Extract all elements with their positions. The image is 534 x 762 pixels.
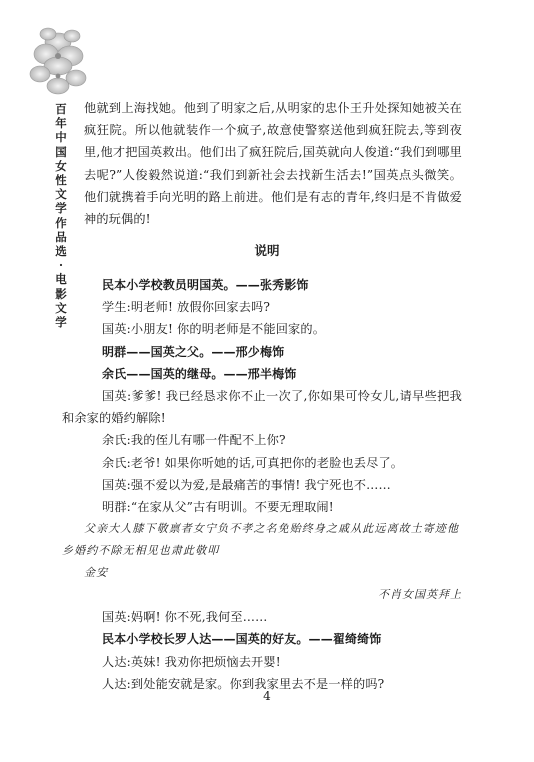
dialogue-line: 人达:到处能安就是家。你到我家里去不是一样的吗? (102, 676, 385, 691)
series-title-char: 性 (55, 173, 67, 188)
dialogue-line: 余氏:我的侄儿有哪一件配不上你? (102, 433, 286, 448)
series-title-char: 年 (55, 116, 67, 131)
dialogue-line: 人达:英妹! 我劝你把烦恼去开婴! (102, 654, 281, 669)
cast-entry: 余氏——国英的继母。——邢半梅饰 (102, 366, 297, 381)
series-title-char: 文 (55, 300, 67, 315)
main-text-block (84, 97, 462, 230)
dialogue-line: 明群:“在家从父”古有明训。不要无理取闹! (102, 500, 334, 515)
series-title-char: 影 (55, 286, 67, 301)
series-title-char: 电 (55, 272, 67, 287)
cast-entry: 民本小学校教员明国英。——张秀影饰 (102, 278, 309, 292)
page-number: 4 (263, 689, 271, 703)
section-title: 说明 (254, 243, 280, 258)
dialogue-line: 余氏:老爷! 如果你听她的话,可真把你的老脸也丢尽了。 (102, 455, 404, 470)
cast-entry: 民本小学校长罗人达——国英的好友。——翟绮绮饰 (102, 632, 382, 647)
series-title-char: 选 (55, 244, 67, 259)
series-title-char: 学 (55, 201, 67, 216)
letter-body: 父亲大人膝下敬禀者女宁负不孝之名免贻终身之戚从此远离故土寄迹他乡婚约不除无相见也肃此敬叩 (62, 522, 460, 558)
letter-signature: 不肖女国英拜上 (378, 588, 462, 602)
opening-paragraph: 他就到上海找她。他到了明家之后,从明家的忠仆王升处探知她被关在疯狂院。所以他就装作一个疯子,故意使警察送他到疯狂院去,等到夜里,他才把国英救出。他们出了疯狂院后,国英就向人俊道:“我们到哪里去呢?”人俊毅然说道:“我们到新社会去找新生活去!”国英点头微笑。他们就携着手向光明的路上前进。他们是有志的青年,终归是不肯做爱神的玩偶的! (84, 101, 462, 227)
cast-list (62, 274, 462, 695)
dialogue-line: 国英:小朋友! 你的明老师是不能回家的。 (102, 322, 326, 337)
letter-closing: 金安 (84, 566, 109, 580)
dialogue-line: 学生:明老师! 放假你回家去吗? (102, 300, 271, 315)
series-title-char: 学 (55, 315, 67, 330)
series-title-char: · (58, 258, 63, 273)
dialogue-line: 国英:妈啊! 你不死,我何至…… (102, 610, 268, 625)
series-title-char: 国 (55, 144, 67, 159)
cast-entry: 明群——国英之父。——邢少梅饰 (102, 344, 285, 359)
series-title-char: 作 (55, 215, 67, 230)
series-title-char: 品 (55, 229, 67, 244)
series-title-vertical (50, 102, 72, 329)
dialogue-line: 国英:强不爱以为爱,是最痛苦的事情! 我宁死也不…… (102, 477, 391, 492)
series-title-char: 女 (55, 158, 67, 173)
series-title-char: 中 (55, 130, 67, 145)
dialogue-line: 国英:爹爹! 我已经恳求你不止一次了,你如果可怜女儿,请早些把我和余家的婚约解除! (62, 389, 462, 426)
series-title-char: 百 (55, 102, 67, 116)
series-title-char: 文 (55, 187, 67, 202)
